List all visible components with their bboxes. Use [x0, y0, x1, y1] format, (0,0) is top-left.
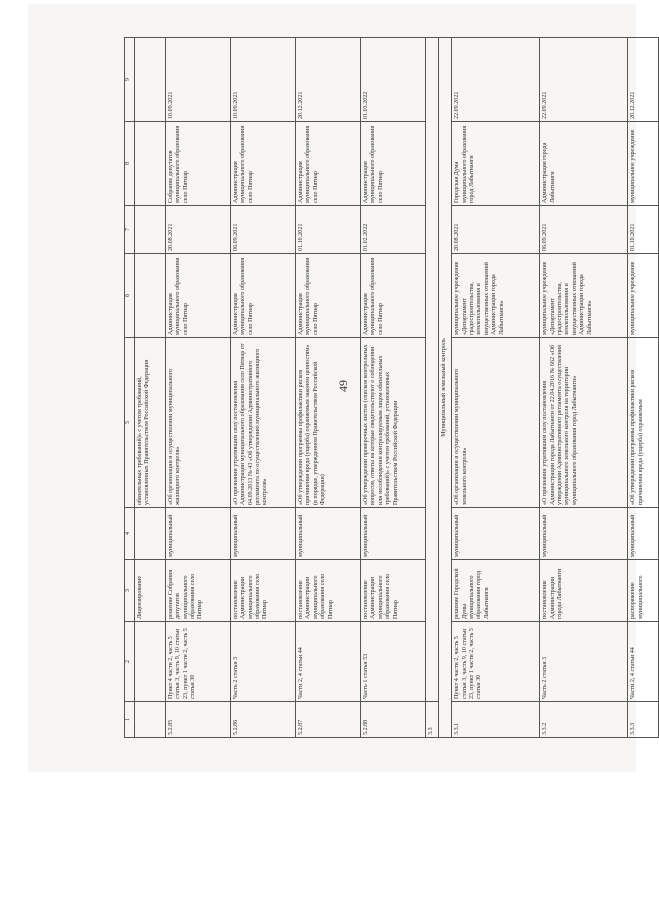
cell-act: постановление Администрации муниципального образования село Пятиар: [361, 560, 426, 622]
cell-appr: Администрация муниципального образования село Пятиар: [295, 122, 360, 206]
cell-n: 5.2.86: [230, 702, 295, 738]
cell: [135, 254, 166, 338]
column-header: 1: [125, 702, 135, 738]
cell-dev: муниципальное учреждение «Департамент градостроительства, землепользования и имущественных отношений Администрации города Лабытнанги»: [540, 254, 628, 338]
cell-d2: 10.09.2021: [230, 38, 295, 122]
cell-appr: Администрация муниципального образования село Пятиар: [361, 122, 426, 206]
cell-n: 5.2.88: [361, 702, 426, 738]
cell-appr: Городская Дума муниципального образования город Лабытнанги: [452, 122, 540, 206]
cell-art: Пункт 4 части 2, часть 5 статьи 3, часть 9, 10 статьи 23, пункт 1 части 2, часть 5 статьи 30: [165, 622, 230, 702]
table-row: [628, 38, 659, 738]
cell-dev: Администрация муниципального образования село Пятиар: [165, 254, 230, 338]
cell-dev: Администрация муниципального образования село Пятиар: [295, 254, 360, 338]
cell-d2: 20.12.2021: [628, 38, 659, 122]
cell-level: муниципальный: [230, 508, 295, 560]
cell-art: Части 2, 4 статьи 44: [628, 622, 659, 702]
cell-n: 3.3.1: [452, 702, 540, 738]
cell-act: распоряжение муниципального: [628, 560, 659, 622]
cell-d2: 10.09.2021: [165, 38, 230, 122]
cell-dev: муниципальное учреждение «Департамент градостроительства, землепользования и имущественных отношений Администрации города Лабытнанги»: [452, 254, 540, 338]
cell-level: муниципальный: [295, 508, 360, 560]
cell-art: Пункт 4 части 2, часть 5 статьи 3, часть 9, 10 статьи 23, пункт 1 части 2, часть 5 статьи 30: [452, 622, 540, 702]
section-number-row: [426, 38, 439, 738]
cell-doc: «О признании утратившим силу постановления Администрации города Лабытнанги от 22.04.2016 № 662 «Об утверждении Административного регламента осуществления муниципального земельного контроля на территории муниципального образования город Лабытнанги»: [540, 338, 628, 508]
table-body: [135, 38, 659, 738]
cell-d2: 22.09.2021: [540, 38, 628, 122]
cell-d2: 01.03.2022: [361, 38, 426, 122]
cell-n: 3.3.3: [628, 702, 659, 738]
document-table: [124, 37, 659, 738]
cell-doc: «О признании утратившим силу постановления Администрации муниципального образования село Пятиар от 04.09.2013 № 43 «Об утверждении Административного регламента по осуществлению муниципального жилищного контроля»: [230, 338, 295, 508]
column-header: 8: [125, 122, 135, 206]
cell-level: муниципальный: [361, 508, 426, 560]
cell-doc: «Об утверждении программы профилактики рисков причинения вреда (ущерба) охраняемым законом ценностям» (в порядке, утвержденном Правительством Российской Федерации): [295, 338, 360, 508]
cell-appr: Собрание депутатов муниципального образования село Пятиар: [165, 122, 230, 206]
carryover-row: [135, 38, 166, 738]
cell-d2: 22.09.2021: [452, 38, 540, 122]
cell: [135, 508, 166, 560]
table-row: [230, 38, 295, 738]
cell-art: Часть 2 статьи 3: [230, 622, 295, 702]
cell-art: Часть 1 статьи 53: [361, 622, 426, 702]
section-title: Муниципальный земельный контроль: [439, 38, 452, 738]
column-header: 4: [125, 508, 135, 560]
table-row: [540, 38, 628, 738]
column-header: 5: [125, 338, 135, 508]
header-row: [125, 38, 135, 738]
cell-d1: 06.09.2021: [230, 206, 295, 254]
cell: [426, 38, 439, 702]
cell-appr: Администрация муниципального образования село Пятиар: [230, 122, 295, 206]
cell: Лицензирование: [135, 560, 166, 622]
cell-appr: муниципальное учреждение: [628, 122, 659, 206]
table-row: [165, 38, 230, 738]
column-header: 2: [125, 622, 135, 702]
cell: обязательных требований)» с учетом требований, установленных Правительством Российской Федерации: [135, 338, 166, 508]
cell-d2: 20.12.2021: [295, 38, 360, 122]
cell-art: Части 2, 4 статьи 44: [295, 622, 360, 702]
cell: [135, 622, 166, 702]
cell-act: решение Городской Думы муниципального образования город Лабытнанги: [452, 560, 540, 622]
column-header: 7: [125, 206, 135, 254]
cell: [135, 38, 166, 122]
cell-n: 3.3.2: [540, 702, 628, 738]
cell-d1: 20.08.2021: [452, 206, 540, 254]
cell-d1: 01.10.2021: [295, 206, 360, 254]
cell-dev: Администрация муниципального образования село Пятиар: [230, 254, 295, 338]
table-row: [361, 38, 426, 738]
cell-n: 5.2.87: [295, 702, 360, 738]
cell-act: постановление Администрации муниципального образования село Пятиар: [295, 560, 360, 622]
table-row: [295, 38, 360, 738]
rotated-table-container: [124, 38, 659, 738]
cell-d1: 01.02.2022: [361, 206, 426, 254]
cell-act: постановление Администрации города Лабытнанги: [540, 560, 628, 622]
column-header: 6: [125, 254, 135, 338]
cell: [135, 122, 166, 206]
cell-d1: 01.10.2021: [628, 206, 659, 254]
cell-level: муниципальный: [165, 508, 230, 560]
cell-d1: 06.09.2021: [540, 206, 628, 254]
column-header: 3: [125, 560, 135, 622]
cell-doc: «Об утверждении проверочных листов (списков контрольных вопросов, ответы на которые свидетельствуют о соблюдении или несоблюдении контролируемым лицом обязательных требований)» с учетом требований, установленных Правительством Российской Федерации: [361, 338, 426, 508]
cell-level: муниципальный: [540, 508, 628, 560]
scanned-page: [28, 4, 644, 772]
section-title-row: [439, 38, 452, 738]
cell: [135, 206, 166, 254]
cell-doc: «Об утверждении программы профилактики рисков причинения вреда (ущерба) охраняемым: [628, 338, 659, 508]
cell-doc: «Об организации и осуществлении муниципального жилищного контроля»: [165, 338, 230, 508]
cell-act: постановление Администрации муниципального образования село Пятиар: [230, 560, 295, 622]
cell-n: 5.2.85: [165, 702, 230, 738]
table-row: [452, 38, 540, 738]
cell-act: решение Собрания депутатов муниципального образования село Пятиар: [165, 560, 230, 622]
page-number: 49: [336, 380, 350, 392]
cell-dev: муниципальное учреждение: [628, 254, 659, 338]
cell-dev: Администрация муниципального образования село Пятиар: [361, 254, 426, 338]
cell-d1: 20.08.2021: [165, 206, 230, 254]
cell-level: муниципальный: [628, 508, 659, 560]
cell-level: муниципальный: [452, 508, 540, 560]
cell-art: Часть 2 статьи 3: [540, 622, 628, 702]
column-header: 9: [125, 38, 135, 122]
cell: [135, 702, 166, 738]
section-number: 3.3: [426, 702, 439, 738]
cell-doc: «Об организации и осуществлении муниципального земельного контроля»: [452, 338, 540, 508]
cell-appr: Администрация города Лабытнанги: [540, 122, 628, 206]
